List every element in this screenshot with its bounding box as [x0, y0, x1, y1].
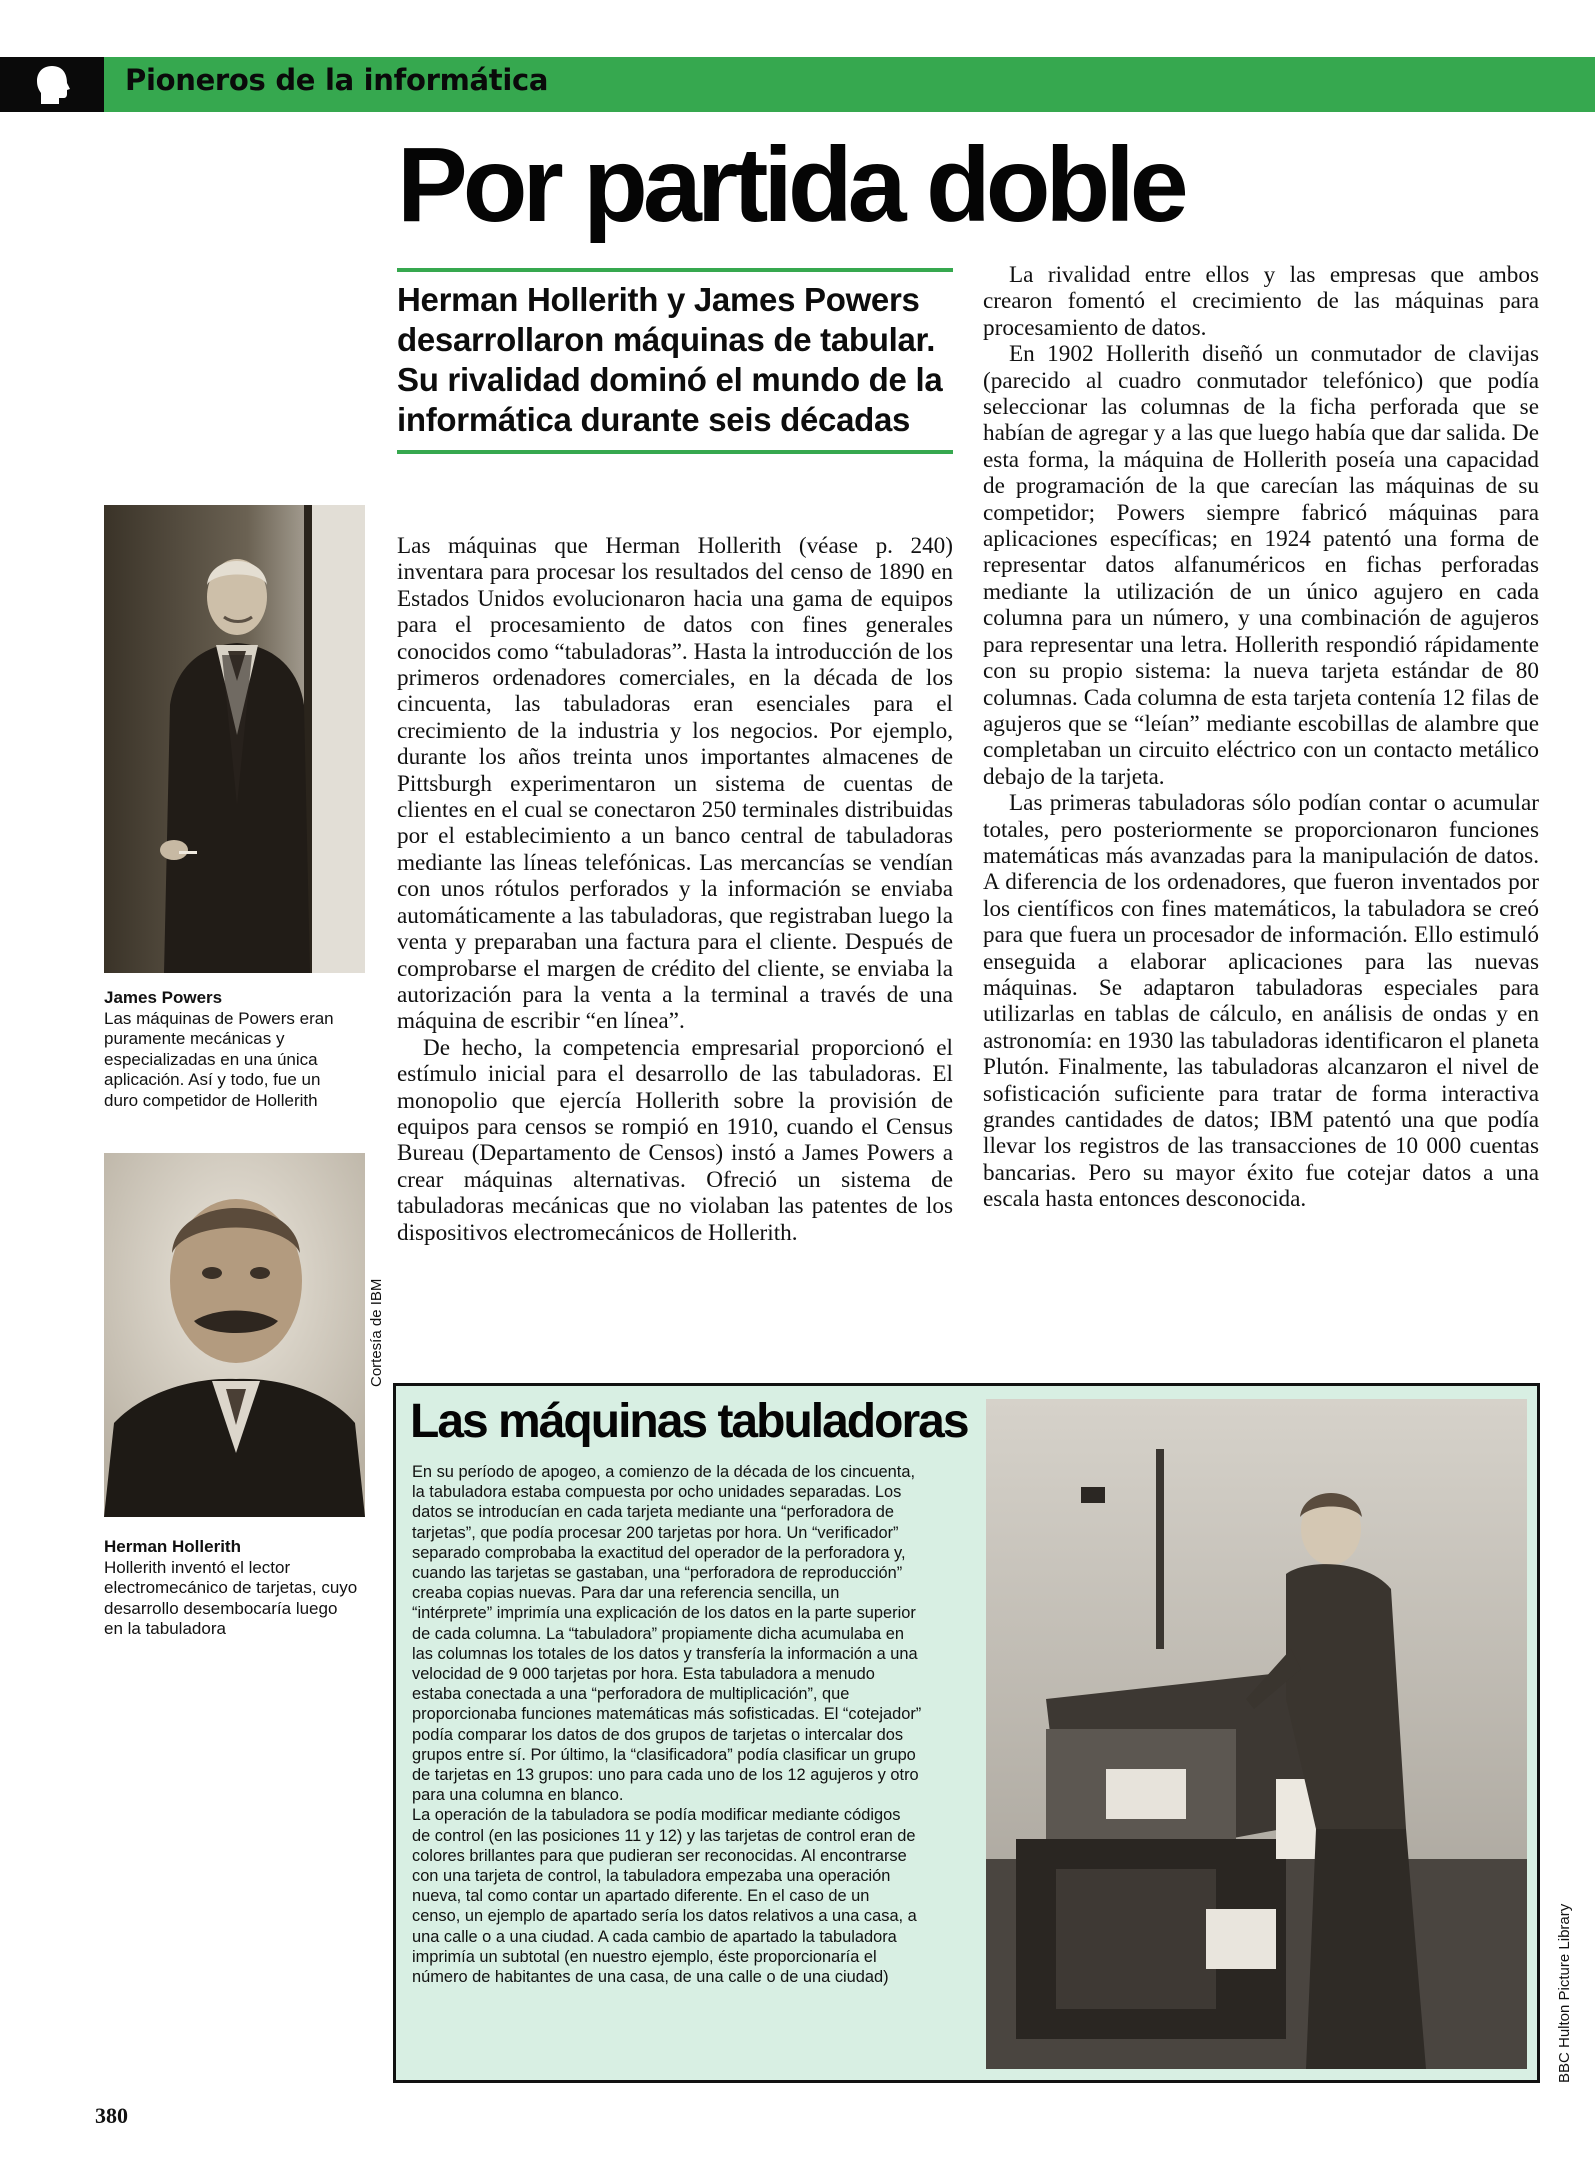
sidebar-title: Las máquinas tabuladoras	[410, 1395, 968, 1448]
caption-text: Hollerith inventó el lector electromecánico de tarjetas, cuyo desarrollo desembocaría luego en la tabuladora	[104, 1557, 358, 1638]
deck-text: Herman Hollerith y James Powers desarrollaron máquinas de tabular. Su rivalidad dominó el mundo de la informática durante seis décadas	[397, 281, 943, 438]
photo-james-powers	[104, 505, 365, 973]
article-column-right	[983, 262, 1539, 1213]
caption-text: Las máquinas de Powers eran puramente mecánicas y especializadas en una única aplicación. Así y todo, fue un duro competidor de Hollerith	[104, 1008, 334, 1110]
page-number: 380	[95, 2103, 128, 2128]
paragraph: Las máquinas que Herman Hollerith (véase p. 240) inventara para procesar los resultados del censo de 1890 en Estados Unidos evolucionaron hacia una gama de equipos para el procesamiento de datos con fines generales conocidos como “tabuladoras”. Hasta la introducción de los primeros ordenadores comerciales, en la década de los cincuenta, las tabuladoras eran esenciales para el crecimiento de la industria y los negocios. Por ejemplo, durante los años treinta unos importantes almacenes de Pittsburgh experimentaron un sistema de cuentas de clientes en el cual se conectaron 250 terminales distribuidas por el establecimiento a un banco central de tabuladoras mediante las líneas telefónicas. Las mercancías se vendían con unos rótulos perforados y la información se enviaba automáticamente a las tabuladoras, que registraban luego la venta y preparaban una factura para el cliente. Después de comprobarse el margen de crédito del cliente, se enviaba la autorización para la venta a la terminal a través de una máquina de escribir “en línea”.	[397, 533, 953, 1035]
photo-credit-ibm: Cortesía de IBM	[368, 1278, 385, 1387]
sidebar-paragraph: La operación de la tabuladora se podía modificar mediante códigos de control (en las posiciones 11 y 12) y las tarjetas de control eran de colores brillantes para que pudieran ser reconocidas. Al encontrarse con una tarjeta de control, la tabuladora empezaba una operación nueva, tal como contar un apartado diferente. En el caso de un censo, un ejemplo de apartado sería los datos relativos a una casa, a una calle o a una ciudad. A cada cambio de apartado la tabuladora imprimía un subtotal (en nuestro ejemplo, éste proporcionaría el número de habitantes de una casa, de una calle o de una ciudad)	[412, 1806, 917, 1987]
paragraph: De hecho, la competencia empresarial proporcionó el estímulo inicial para el desarrollo de las tabuladoras. El monopolio que ejercía Hollerith sobre la provisión de equipos para censos se rompió en 1910, cuando el Census Bureau (Departamento de Censos) instó a James Powers a crear máquinas alternativas. Ofreció un sistema de tabuladoras mecánicas que no violaban las patentes de los dispositivos electromecánicos de Hollerith.	[397, 1034, 953, 1246]
article-deck	[397, 268, 953, 454]
photo-credit-bbc: BBC Hulton Picture Library	[1556, 1903, 1573, 2083]
caption-james-powers	[104, 988, 359, 1111]
photo-herman-hollerith	[104, 1153, 365, 1517]
head-silhouette-icon	[35, 64, 71, 106]
section-badge	[0, 57, 104, 112]
caption-herman-hollerith	[104, 1537, 359, 1640]
paragraph: Las primeras tabuladoras sólo podían contar o acumular totales, pero posteriormente se proporcionaron funciones matemáticas más avanzadas para la manipulación de datos. A diferencia de los ordenadores, que fueron inventados por los científicos con fines matemáticos, la tabuladora se creó para que fuera un procesador de información. Ello estimuló enseguida a elaborar aplicaciones para las nuevas máquinas. Se adaptaron tabuladoras especiales para utilizarlas en tablas de cálculo, en análisis de ondas y en astronomía: en 1930 las tabuladoras identificaron el planeta Plutón. Finalmente, las tabuladoras alcanzaron el nivel de sofisticación suficiente para tratar de forma interactiva grandes cantidades de datos; IBM patentó una que podía llevar los registros de las transacciones de 10 000 cuentas bancarias. Pero su mayor éxito fue cotejar datos a una escala hasta entonces desconocida.	[983, 790, 1539, 1213]
caption-title: Herman Hollerith	[104, 1537, 241, 1556]
sidebar-text	[412, 1462, 922, 1987]
paragraph: En 1902 Hollerith diseñó un conmutador de clavijas (parecido al cuadro conmutador telefónico) que podía seleccionar las columnas de la ficha perforada que se habían de agregar y a las que luego había que dar salida. De esta forma, la máquina de Hollerith poseía una capacidad de programación de la que carecían las máquinas de su competidor; Powers siempre fabricó máquinas para aplicaciones específicas; en 1924 patentó una forma de representar datos alfanuméricos en fichas perforadas mediante la utilización de un único agujero en cada columna para un número, y una combinación de agujeros para representar una letra. Hollerith respondió rápidamente con su propio sistema: la nueva tarjeta estándar de 80 columnas. Cada columna de esta tarjeta contenía 12 filas de agujeros que se “leían” mediante escobillas de alambre que completaban un circuito eléctrico con un contacto metálico debajo de la tarjeta.	[983, 341, 1539, 790]
caption-title: James Powers	[104, 988, 223, 1007]
paragraph: La rivalidad entre ellos y las empresas que ambos crearon fomentó el crecimiento de las máquinas para procesamiento de datos.	[983, 262, 1539, 341]
section-title: Pioneros de la informática	[125, 63, 549, 97]
article-title: Por partida doble	[397, 126, 1184, 244]
photo-tabulator-operator	[986, 1399, 1527, 2069]
section-header-bar	[0, 57, 1595, 112]
sidebar-box	[393, 1383, 1540, 2083]
sidebar-paragraph: En su período de apogeo, a comienzo de la década de los cincuenta, la tabuladora estaba compuesta por ocho unidades separadas. Los datos se introducían en cada tarjeta mediante una “perforadora de tarjetas”, que podía procesar 200 tarjetas por hora. Un “verificador” separado comprobaba la exactitud del operador de la perforadora y, cuando las tarjetas se gastaban, una “perforadora de reproducción” creaba copias nuevas. Para dar una referencia sencilla, un “intérprete” imprimía una explicación de los datos en la parte superior de cada columna. La “tabuladora” propiamente dicha acumulaba en las columnas los totales de los datos y transfería la información a una velocidad de 9 000 tarjetas por hora. Esta tabuladora a menudo estaba conectada a una “perforadora de multiplicación”, que proporcionaba funciones matemáticas más sofisticadas. El “cotejador” podía comparar los datos de dos grupos de tarjetas o intercalar dos grupos entre sí. Por último, la “clasificadora” podía clasificar un grupo de tarjetas en 13 grupos: uno para cada uno de los 12 agujeros y otro para una columna en blanco.	[412, 1463, 922, 1805]
article-column-middle	[397, 533, 953, 1246]
